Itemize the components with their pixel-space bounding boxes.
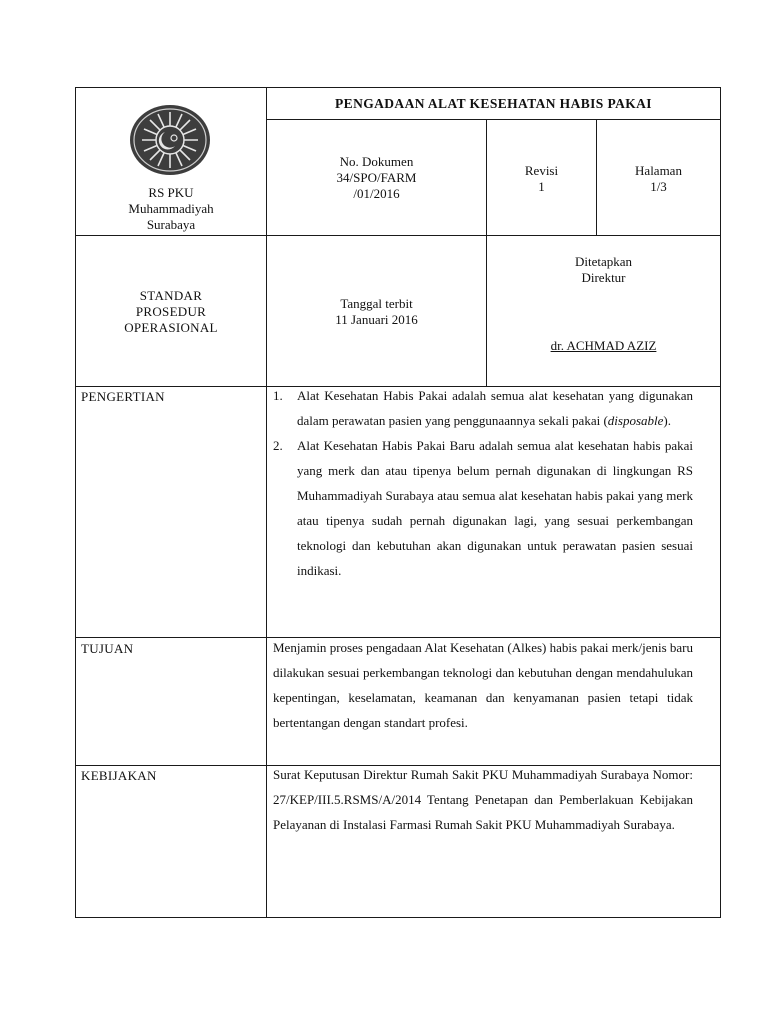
hospital-name-line-1: RS PKU [148, 185, 194, 200]
list-item-text-end: ). [663, 413, 672, 428]
approval [487, 254, 720, 286]
border-right [720, 87, 721, 918]
issue-date-label: Tanggal terbit [340, 296, 413, 311]
list-item-text: Alat Kesehatan Habis Pakai adalah semua alat kesehatan yang digunakan dalam perawatan pasien yang penggunaannya sekali pakai ( [297, 388, 693, 428]
sop-label [76, 288, 266, 336]
section-content-pengertian [273, 383, 693, 583]
list-item [273, 433, 693, 583]
list-item-text: Alat Kesehatan Habis Pakai Baru adalah semua alat kesehatan habis pakai yang merk dan atau tipenya belum pernah digunakan di lingkungan RS Muhammadiyah Surabaya atau semua alat kesehatan habis pakai yang merk atau tipenya sudah pernah digunakan lagi, yang sesuai perkembangan teknologi dan kebutuhan akan digunakan untuk perawatan pasien sesuai indikasi. [297, 438, 693, 578]
page-number-value: 1/3 [650, 179, 667, 194]
section-content-tujuan: Menjamin proses pengadaan Alat Kesehatan (Alkes) habis pakai merk/jenis baru dilakukan sesuai perkembangan teknologi dan kebutuhan dengan mendahulukan kepentingan, keselamatan, keamanan dan kenyamanan pasien tetapi tidak bertentangan dengan standart profesi. [273, 640, 693, 730]
list-item-number: 1. [273, 388, 283, 403]
document-number-label: No. Dokumen [339, 154, 414, 169]
hospital-name-line-2: Muhammadiyah [128, 201, 214, 216]
document-number [267, 154, 486, 202]
issue-date-value: 11 Januari 2016 [335, 312, 418, 327]
divider-col-main [266, 87, 267, 918]
section-content-kebijakan: Surat Keputusan Direktur Rumah Sakit PKU Muhammadiyah Surabaya Nomor: 27/KEP/III.5.RSMS/A/2014 Tentang Penetapan dan Pemberlakuan Kebijakan Pelayanan di Instalasi Farmasi Rumah Sakit PKU Muhammadiyah Surabaya. [273, 767, 693, 832]
issue-date [267, 296, 486, 328]
sop-label-line-2: PROSEDUR [135, 304, 207, 319]
divider-title [266, 119, 721, 120]
muhammadiyah-logo-icon [129, 104, 211, 176]
document-number-value-1: 34/SPO/FARM [336, 170, 417, 185]
page-number-label: Halaman [635, 163, 682, 178]
border-bottom [75, 917, 721, 918]
sop-label-line-1: STANDAR [139, 288, 203, 303]
revision-value: 1 [538, 179, 545, 194]
hospital-name [76, 185, 266, 233]
divider-row-1 [75, 235, 721, 236]
hospital-name-line-3: Surabaya [146, 217, 196, 232]
document-title: PENGADAAN ALAT KESEHATAN HABIS PAKAI [335, 96, 652, 111]
logo [129, 104, 211, 176]
border-top [75, 87, 721, 88]
section-label-kebijakan: KEBIJAKAN [81, 768, 157, 783]
list-item-italic: disposable [607, 413, 664, 428]
revision [487, 163, 596, 195]
revision-label: Revisi [524, 163, 559, 178]
document-number-value-2: /01/2016 [353, 186, 400, 201]
sop-label-line-3: OPERASIONAL [124, 320, 218, 335]
director-name: dr. ACHMAD AZIZ [550, 338, 657, 353]
page-number [597, 163, 720, 195]
approval-label: Ditetapkan [574, 254, 633, 269]
list-item [273, 383, 693, 433]
section-label-pengertian: PENGERTIAN [81, 389, 165, 404]
list-item-number: 2. [273, 438, 283, 453]
approval-role: Direktur [581, 270, 626, 285]
section-label-tujuan: TUJUAN [81, 641, 134, 656]
